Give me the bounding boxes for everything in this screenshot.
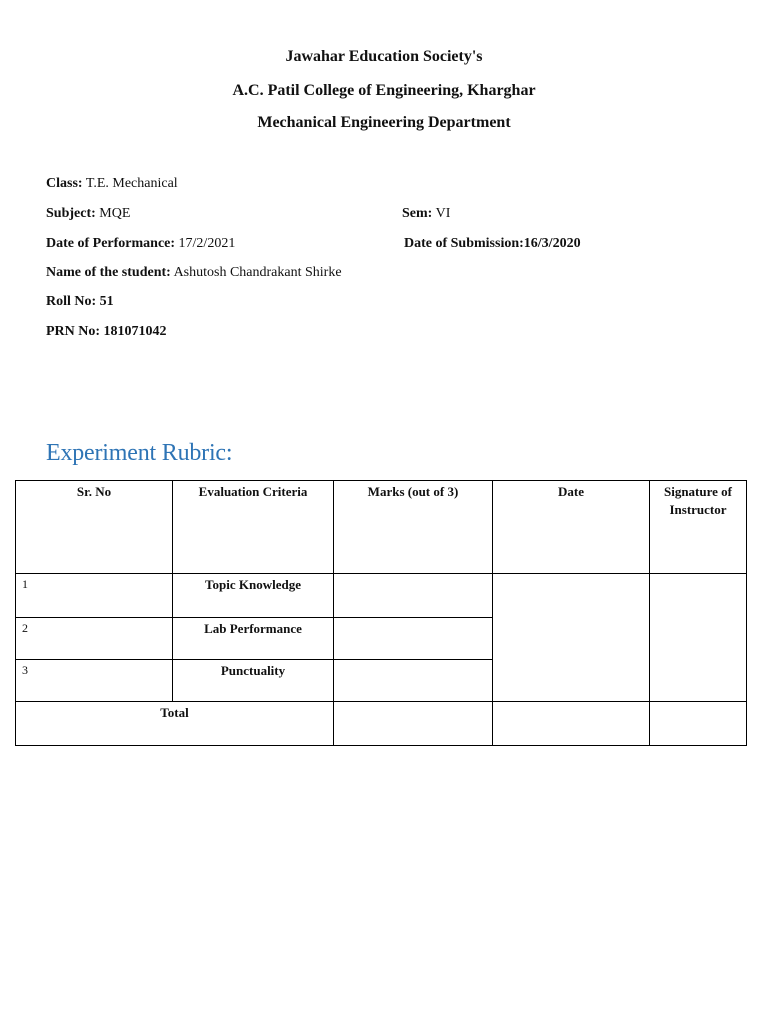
sr-no-cell: 1	[16, 574, 173, 618]
marks-cell	[334, 660, 493, 702]
society-name: Jawahar Education Society's	[285, 48, 483, 65]
date-of-submission-line	[404, 235, 581, 253]
subject-value: MQE	[99, 206, 131, 221]
prn-no-value: 181071042	[103, 324, 167, 339]
criteria-cell: Lab Performance	[173, 618, 334, 660]
signature-cell	[650, 574, 747, 702]
college-name: A.C. Patil College of Engineering, Kharghar	[232, 82, 536, 99]
sr-no-cell: 2	[16, 618, 173, 660]
total-date-cell	[493, 702, 650, 746]
class-line	[46, 175, 178, 193]
rubric-title: Experiment Rubric:	[46, 440, 233, 466]
col-header-marks: Marks (out of 3)	[334, 481, 493, 574]
table-row	[16, 574, 747, 618]
marks-cell	[334, 618, 493, 660]
total-marks-cell	[334, 702, 493, 746]
subject-line	[46, 205, 130, 223]
total-label-cell: Total	[16, 702, 334, 746]
rubric-header-row	[16, 481, 747, 574]
total-row	[16, 702, 747, 746]
prn-no-line	[46, 323, 167, 341]
subject-label: Subject:	[46, 206, 96, 221]
dos-value: 16/3/2020	[523, 236, 581, 251]
roll-no-line	[46, 293, 114, 311]
date-cell	[493, 574, 650, 702]
date-of-performance-line	[46, 235, 235, 253]
roll-no-value: 51	[99, 294, 114, 309]
sem-value: VI	[435, 206, 451, 221]
department-name: Mechanical Engineering Department	[257, 114, 511, 131]
dop-value: 17/2/2021	[178, 236, 236, 251]
prn-no-label: PRN No:	[46, 324, 101, 339]
col-header-evaluation-criteria: Evaluation Criteria	[173, 481, 334, 574]
sem-line	[402, 205, 450, 223]
col-header-date: Date	[493, 481, 650, 574]
total-signature-cell	[650, 702, 747, 746]
sr-no-cell: 3	[16, 660, 173, 702]
class-label: Class:	[46, 176, 83, 191]
sem-label: Sem:	[402, 206, 433, 221]
rubric-table	[15, 480, 747, 746]
dos-label: Date of Submission:	[404, 236, 524, 251]
roll-no-label: Roll No:	[46, 294, 97, 309]
student-name-line	[46, 264, 342, 282]
col-header-sr-no: Sr. No	[16, 481, 173, 574]
marks-cell	[334, 574, 493, 618]
student-name-value: Ashutosh Chandrakant Shirke	[173, 265, 342, 280]
col-header-signature: Signature of Instructor	[650, 481, 747, 574]
class-value: T.E. Mechanical	[85, 176, 178, 191]
student-name-label: Name of the student:	[46, 265, 171, 280]
criteria-cell: Punctuality	[173, 660, 334, 702]
dop-label: Date of Performance:	[46, 236, 176, 251]
criteria-cell: Topic Knowledge	[173, 574, 334, 618]
